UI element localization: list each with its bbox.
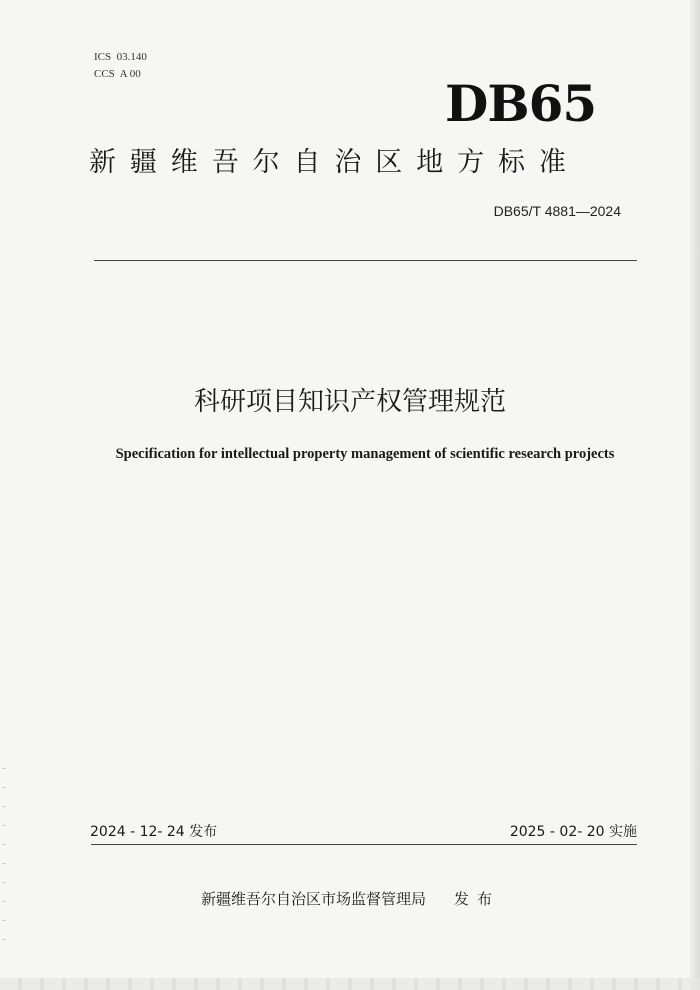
standard-number: DB65/T 4881—2024 <box>493 203 621 219</box>
implementation-date: 2025 - 02- 20 实施 <box>509 824 637 840</box>
standard-type-heading: 新疆维吾尔自治区地方标准 <box>89 147 580 178</box>
document-title-chinese: 科研项目知识产权管理规范 <box>193 387 506 417</box>
db65-logo: DB65 <box>445 74 597 133</box>
footer-divider <box>91 844 637 845</box>
scan-artifact <box>2 750 6 950</box>
header-divider <box>94 260 637 261</box>
issuer-name: 新疆维吾尔自治区市场监督管理局 <box>201 890 427 908</box>
ccs-code: CCS A 00 <box>94 68 141 80</box>
document-title-english: Specification for intellectual property management of scientific research projects <box>115 446 615 462</box>
issue-date: 2024 - 12- 24 发布 <box>90 824 218 840</box>
issuer-action: 发布 <box>454 890 501 908</box>
page-bottom-edge <box>0 978 700 990</box>
issuing-authority <box>201 888 500 909</box>
page-edge-shadow <box>690 0 700 990</box>
ics-code: ICS 03.140 <box>94 51 147 63</box>
classification-codes <box>94 49 147 83</box>
